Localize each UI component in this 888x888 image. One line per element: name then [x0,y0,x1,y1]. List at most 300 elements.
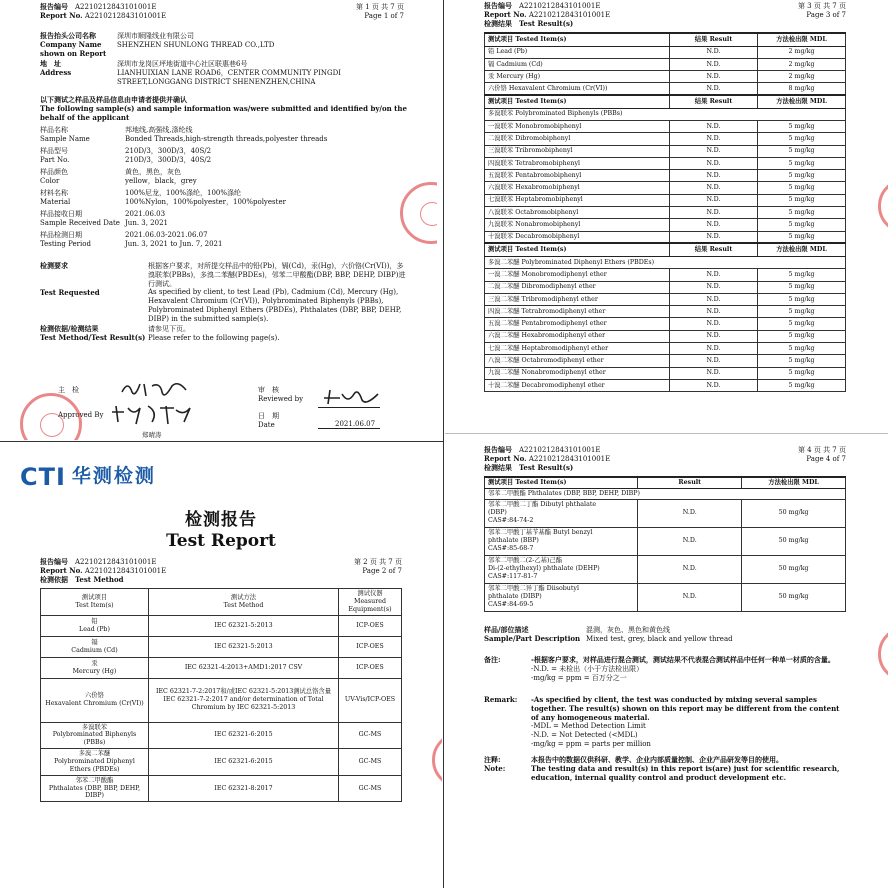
table-header-row [485,477,846,488]
item-cn: 多溴联苯 [81,723,108,731]
item-abbr: phthalate (BBP) [488,537,539,545]
item-en: Polybrominated Diphenyl Ethers (PBDEs) [54,758,135,773]
item-en: Decabromobiphenyl [515,233,580,241]
col-item-cn: 测试项目 [488,479,514,486]
table-row [485,499,846,527]
item-abbr: Di-(2-ethylhexyl) phthalate (DEHP) [488,565,600,573]
report-title-cn: 检测报告 [185,510,257,530]
mdl: 50 mg/kg [742,527,846,555]
method-cn: IEC 62321-7-2:2017和/或IEC 62321-5:2013测试总铬含量 [155,688,332,696]
result: N.D. [670,46,758,58]
item-en: Dibromodiphenyl ether [521,283,596,291]
report-page-2 [0,442,442,888]
table-row [41,749,402,776]
table-row [485,133,846,145]
col-result-cn: 结果 [694,98,708,105]
field-value-en: Bonded Threads,high-strength threads,polyester threads [125,134,328,143]
result: N.D. [638,499,742,527]
result: N.D. [670,120,758,132]
col-mdl-en: MDL [809,246,827,254]
item-en: Lead (Pb) [79,625,110,633]
method: IEC 62321-6:2015 [214,731,273,739]
table-row [485,343,846,355]
table-row [485,145,846,157]
item-en: Hexabromodiphenyl ether [521,332,606,340]
mdl: 50 mg/kg [742,499,846,527]
mdl: 8 mg/kg [758,83,846,95]
mdl: 2 mg/kg [758,46,846,58]
item-cn: 一溴联苯 [488,122,514,130]
address-cn: 深圳市龙岗区坪地街道中心社区联惠巷6号 [117,60,248,68]
item-cn: 邻苯二甲酸酯 [75,776,114,784]
report-page-4 [446,440,888,888]
field-value [125,189,405,207]
field-label [40,210,125,228]
field-value [125,126,405,144]
group-cn: 多溴联苯 [488,110,514,118]
field-value-cn: 邦地线,高强线,涤纶线 [125,126,193,134]
report-no-value: A2210212843101001E [528,10,611,19]
equipment: ICP-OES [339,615,402,636]
mdl: 5 mg/kg [758,318,846,330]
company-label [40,32,115,58]
page-number [342,3,404,21]
item-cn: 八溴联苯 [488,208,514,216]
table-row [41,615,402,636]
mdl: 5 mg/kg [758,157,846,169]
col-header-en: Test Item(s) [75,601,114,609]
col-header-cn: 测试仪器 [357,590,383,597]
item-en: Heptabromodiphenyl ether [521,344,609,352]
field-label-cn: 样品颜色 [40,168,68,176]
remark-cn-line2: -N.D. = 未检出（小于方法检出限） [531,664,644,673]
report-no-block [484,2,610,28]
field-label-cn: 材料名称 [40,189,68,197]
item-cn: 六溴联苯 [488,184,514,192]
report-no-value: A2210212843101001E [519,446,601,454]
method-label [40,325,145,343]
item-en: Hexabromobiphenyl [515,184,580,192]
table-row [41,636,402,657]
field-label-en: Material [40,197,71,206]
remark-en-line3: -N.D. = Not Detected (<MDL) [531,731,638,739]
field-label-en: Color [40,176,60,185]
remark-label-en: Remark: [484,695,518,704]
item-en: Lead (Pb) [496,48,528,56]
method: IEC 62321-5:2013 [214,642,273,650]
item-en: Hexavalent Chromium (Cr(VI)) [45,700,144,708]
page-number-cn: 第 2 页 共 7 页 [353,558,402,566]
field-value-en: 100%Nylon，100%polyester，100%polyester [125,197,286,206]
item-cn: 五溴联苯 [488,171,514,179]
report-no-value: A2210212843101001E [528,454,611,463]
mdl: 5 mg/kg [758,343,846,355]
item-en: Monobromobiphenyl [515,122,582,130]
table-row [485,231,846,243]
col-mdl-cn: 方法检出限 [776,98,808,105]
inspector-signature [118,378,198,400]
item-en: Polybrominated Biphenyls (PBBs) [52,731,137,747]
result: N.D. [670,83,758,95]
item-cn: 九溴二苯醚 [488,369,520,377]
address-label [40,60,115,78]
mdl: 5 mg/kg [758,330,846,342]
section-title-en: Test Result(s) [519,18,574,28]
table-header-row [485,33,846,46]
mdl: 5 mg/kg [758,194,846,206]
cas-number: CAS#:117-81-7 [488,573,538,581]
col-item-cn: 测试项目 [488,98,514,105]
item-cn: 六价铬 [85,692,104,700]
item-en: Mercury (Hg) [496,72,541,80]
col-result-en: Result [709,98,733,105]
test-requested-label-en: Test Requested [40,287,100,297]
col-mdl-cn: 方法检出限 [776,35,808,43]
equipment: ICP-OES [339,636,402,657]
sample-intro-cn: 以下测试之样品及样品信息由申请者提供并确认 [40,95,187,104]
field-value-cn: 2021.06.03 [125,210,166,218]
mdl: 5 mg/kg [758,269,846,281]
company-name-en: SHENZHEN SHUNLONG THREAD CO.,LTD [117,40,275,49]
section-title-cn: 检测结果 [484,462,512,472]
method-cn: 请参见下页。 [148,325,190,333]
page-number-en: Page 2 of 7 [362,566,402,575]
report-no-label-cn: 报告编号 [484,1,512,10]
remark-en-line2: -MDL = Method Detection Limit [531,722,646,731]
field-label-en: Sample Received Date [40,218,120,227]
remark-cn-line1: -根据客户要求，对样品进行混合测试，测试结果不代表混合测试样品中任何一种单一材质的含量。 [531,655,835,664]
item-en: Cadmium (Cd) [496,60,543,68]
remark-en-line1: -As specified by client, the test was conducted by mixing several samples together. The result(s) shown on this report may be different from the content of any homogeneous material. [531,695,840,722]
sample-intro [40,96,410,122]
group-row [485,256,846,268]
table-row [485,281,846,293]
item-cn: 汞 [91,659,98,667]
table-row [41,722,402,749]
method-en: Please refer to the following page(s). [148,333,280,342]
table-row [485,555,846,583]
field-value-en: yellow，black，grey [125,176,197,185]
report-date: 2021.06.07 [335,420,376,428]
test-requested-en: As specified by client, to test Lead (Pb), Cadmium (Cd), Mercury (Hg), Hexavalent Chromium (Cr(VI)), Polybrominated Biphenyls (PBBs), Polybrominated Diphenyl Ethers (PBDEs), Phthalates (DBP, BBP, DEHP, DIBP) in the submitted sample(s). [148,288,402,323]
mdl: 5 mg/kg [758,182,846,194]
result: N.D. [670,330,758,342]
test-requested-cn: 根据客户要求，对所提交样品中的铅(Pb)，镉(Cd)，汞(Hg)，六价铬(Cr(VI))，多溴联苯(PBBs)，多溴二苯醚(PBDEs)，邻苯二甲酸酯(DBP, BBP, DEHP, DIBP)进行测试。 [148,262,406,288]
result: N.D. [670,157,758,169]
result: N.D. [638,555,742,583]
report-no-label-cn: 报告编号 [40,2,68,11]
col-result-en: Result [709,35,733,43]
field-value [125,168,405,186]
sample-desc-cn: 混测，灰色、黑色和黄色线 [586,626,670,634]
item-name: 邻苯二甲酸二异丁酯 Diisobutyl [488,585,579,593]
col-header-cn: 测试方法 [230,593,257,601]
item-abbr: phthalate (DIBP) [488,593,542,601]
table-row [485,58,846,70]
item-en: Dibromobiphenyl [515,135,571,142]
result: N.D. [670,182,758,194]
note-label-en: Note: [484,763,506,773]
report-no-label-en: Report No. [40,565,83,575]
method: IEC 62321-8:2017 [214,784,273,792]
address-label-en: Address [40,67,72,77]
report-title [0,510,442,553]
cti-logo-cn: 华测检测 [71,465,156,488]
table-header-row [485,95,846,108]
field-label-en: Testing Period [40,239,91,248]
company-name-cn: 深圳市顺隆线业有限公司 [117,32,194,40]
col-mdl-en: MDL [802,479,819,486]
approver-signature [110,402,200,426]
field-value-cn: 2021.06.03-2021.06.07 [125,231,208,239]
mdl: 5 mg/kg [758,133,846,145]
cti-logo [20,462,156,492]
equipment: GC-MS [339,775,402,802]
table-row [485,157,846,169]
table-row [485,318,846,330]
cti-logo-text: CTI [20,463,66,491]
remark-cn-line3: -mg/kg = ppm = 百万分之一 [531,673,627,682]
table-row [485,182,846,194]
item-cn: 四溴联苯 [488,159,514,167]
page-number-cn: 第 1 页 共 7 页 [355,3,404,11]
method-value [148,325,279,343]
remark-label-cn: 备注: [484,655,501,664]
group-en: Phthalates (DBP, BBP, DEHP, DIBP) [527,489,640,497]
group-row [485,108,846,120]
item-en: Nonabromobiphenyl [515,221,581,229]
method: IEC 62321-5:2013 [214,621,273,629]
col-header-cn: 测试项目 [81,593,108,601]
item-cn: 铅 [488,48,495,56]
result: N.D. [670,219,758,231]
reviewed-label-en: Reviewed by [258,394,304,403]
item-cn: 五溴二苯醚 [488,320,520,328]
cas-number: CAS#:84-69-5 [488,601,534,609]
table-row [485,293,846,305]
table-row [485,379,846,391]
field-label-cn: 样品接收日期 [40,210,82,218]
result: N.D. [670,145,758,157]
address-label-cn: 地 址 [40,59,61,68]
item-cn: 十溴联苯 [488,233,514,241]
field-value-cn: 100%尼龙，100%涤纶，100%涤纶 [125,189,242,197]
result: N.D. [670,170,758,182]
table-header-row [485,243,846,256]
item-en: Phthalates (DBP, BBP, DEHP, DIBP) [48,784,141,800]
table-row [485,71,846,83]
field-label-en: Part No. [40,155,70,164]
item-cn: 多溴二苯醚 [78,750,111,758]
result: N.D. [670,269,758,281]
report-no-label-cn: 报告编号 [40,557,68,566]
item-cn: 四溴二苯醚 [488,307,520,315]
result: N.D. [638,527,742,555]
col-result-cn: 结果 [694,246,708,254]
item-en: Hexavalent Chromium (Cr(VI)) [508,84,608,92]
result: N.D. [638,583,742,611]
result: N.D. [670,194,758,206]
company-value [117,32,274,50]
section-title-cn: 检测依据 [40,574,68,584]
col-result-en: Result [638,477,742,488]
section-title-cn: 检测结果 [484,18,512,28]
item-cn: 十溴二苯醚 [488,381,520,389]
item-cn: 九溴联苯 [488,221,514,229]
item-en: Mercury (Hg) [72,667,117,675]
test-requested-value [148,262,408,323]
page-number-en: Page 1 of 7 [364,11,404,20]
date-line [318,428,380,429]
method-en: IEC 62321-7-2:2017 and/or determination of Total Chromium by IEC 62321-5:2013 [163,696,324,711]
remark-en-line4: -mg/kg = ppm = parts per million [531,739,651,748]
table-row [485,367,846,379]
report-no-value: A2210212843101001E [75,558,157,566]
item-cn: 六价铬 [488,84,507,92]
note-text [531,756,846,782]
table-row [41,657,402,678]
sample-desc-label [484,626,582,644]
item-cn: 八溴二苯醚 [488,357,520,365]
report-title-en: Test Report [166,531,276,552]
report-page-3 [446,0,888,432]
table-header-row [41,589,402,616]
item-en: Monobromodiphenyl ether [521,270,607,278]
field-label-cn: 样品检测日期 [40,231,82,239]
mdl: 5 mg/kg [758,219,846,231]
item-cn: 镉 [488,60,495,68]
field-value [125,147,405,165]
page-number-cn: 第 3 页 共 7 页 [797,2,846,10]
mdl: 2 mg/kg [758,58,846,70]
col-header-en: Test Method [223,601,264,609]
item-cn: 七溴二苯醚 [488,344,520,352]
inspection-seal-icon [878,178,888,234]
page-number [338,558,402,576]
mdl: 2 mg/kg [758,71,846,83]
mdl: 50 mg/kg [742,583,846,611]
result: N.D. [670,367,758,379]
address-value [117,60,341,86]
item-cn: 七溴联苯 [488,196,514,204]
method: IEC 62321-4:2013+AMD1:2017 CSV [184,663,303,671]
report-no-block [40,3,166,21]
col-item-en: Tested Item(s) [515,98,567,105]
report-no-value: A2210212843101001E [84,566,167,575]
item-en: Nonabromodiphenyl ether [521,369,606,377]
item-cn: 六溴二苯醚 [488,332,520,340]
reviewed-label [258,386,303,404]
col-item-en: Tested Item(s) [515,246,567,254]
group-row [485,488,846,499]
item-cn: 一溴二苯醚 [488,270,520,278]
item-cn: 二溴二苯醚 [488,283,520,291]
field-label-cn: 样品型号 [40,147,68,155]
table-row [485,46,846,58]
item-en: Tribromodiphenyl ether [521,295,598,303]
result: N.D. [670,231,758,243]
inspection-seal-icon [432,732,442,788]
method-label-cn: 检测依据/检测结果 [40,324,99,333]
table-row [485,194,846,206]
equipment: GC-MS [339,749,402,776]
report-no-label-en: Report No. [40,10,83,20]
table-row [485,219,846,231]
field-value-en: Jun. 3, 2021 [125,218,168,227]
mdl: 5 mg/kg [758,207,846,219]
field-value [125,231,405,249]
item-cn: 汞 [488,72,495,80]
result: N.D. [670,133,758,145]
page-number-cn: 第 4 页 共 7 页 [797,446,846,454]
item-name: 邻苯二甲酸二丁酯 Dibutyl phthalate [488,501,597,509]
item-en: Octabromodiphenyl ether [521,357,604,365]
item-en: Octabromobiphenyl [515,208,579,216]
report-page-1 [0,0,437,440]
col-mdl-cn: 方法检出限 [776,246,808,254]
inspection-seal-icon [878,626,888,682]
mdl: 5 mg/kg [758,306,846,318]
note-label [484,756,505,774]
group-en: Polybrominated Diphenyl Ethers (PBDEs) [521,258,655,266]
report-no-label-cn: 报告编号 [484,445,512,454]
result: N.D. [670,207,758,219]
page-divider-horizontal [445,433,888,434]
mdl: 5 mg/kg [758,293,846,305]
table-row [485,207,846,219]
result: N.D. [670,355,758,367]
field-value-en: Jun. 3, 2021 to Jun. 7, 2021 [125,239,223,248]
page-number-en: Page 3 of 7 [806,10,846,19]
col-item-cn: 测试项目 [488,35,514,43]
item-cn: 镉 [91,638,98,646]
item-en: Decabromodiphenyl ether [521,381,605,389]
inspection-seal-icon [20,393,82,440]
result: N.D. [670,71,758,83]
mdl: 5 mg/kg [758,120,846,132]
report-no-block [484,446,610,472]
phthalate-result-table [484,476,846,612]
test-requested-label-cn: 检测要求 [40,261,68,270]
sample-desc-en: Mixed test, grey, black and yellow thread [586,634,733,643]
field-label-cn: 样品名称 [40,126,68,134]
item-cn: 三溴联苯 [488,147,514,155]
page-number [782,2,846,20]
mdl: 5 mg/kg [758,379,846,391]
remark-en [531,696,846,749]
mdl: 5 mg/kg [758,170,846,182]
item-en: Tribromobiphenyl [515,147,573,155]
result: N.D. [670,281,758,293]
item-en: Pentabromobiphenyl [515,171,582,179]
group-cn: 多溴二苯醚 [488,258,520,266]
col-mdl-cn: 方法检出限 [768,479,800,486]
table-row [41,678,402,722]
equipment: ICP-OES [339,657,402,678]
note-cn: 本报告中的数据仅供科研、教学、企业内部质量控制、企业产品研发等目的使用。 [531,755,783,764]
result: N.D. [670,318,758,330]
result: N.D. [670,379,758,391]
group-en: Polybrominated Biphenyls (PBBs) [515,110,623,118]
cas-number: CAS#:84-74-2 [488,517,534,525]
col-result-cn: 结果 [694,35,708,43]
table-row [485,330,846,342]
table-row [485,527,846,555]
inspection-seal-icon [400,182,437,244]
field-label [40,168,125,186]
table-row [485,306,846,318]
company-label-en: Company Name shown on Report [40,39,107,58]
